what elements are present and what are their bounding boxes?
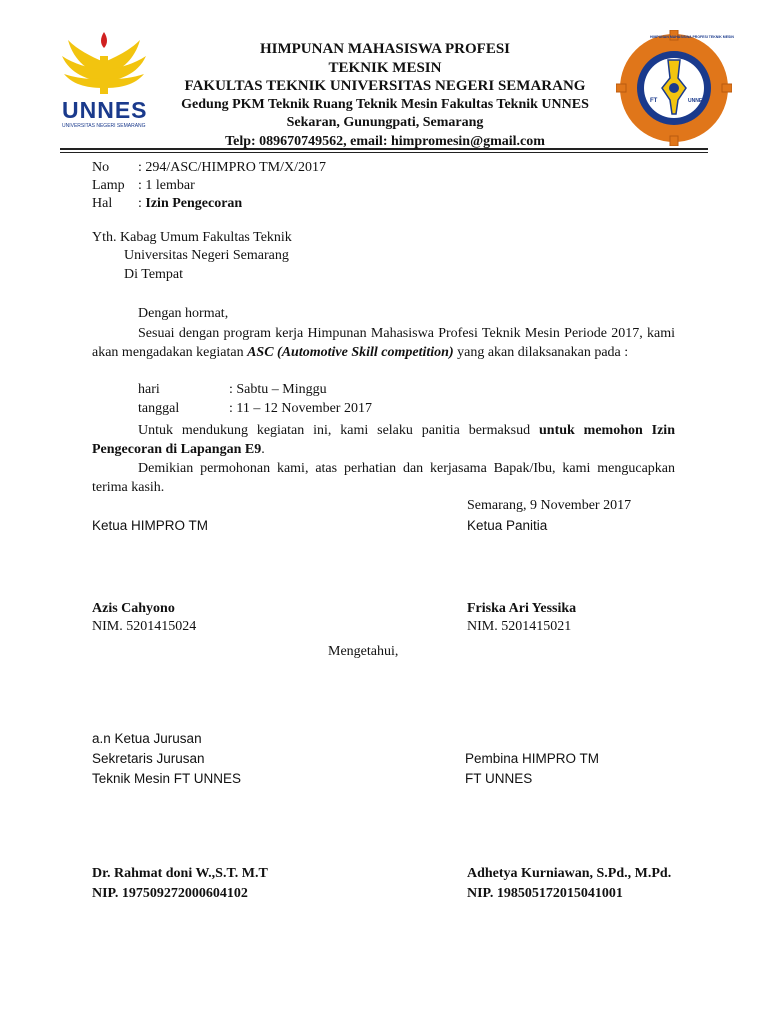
- recipient-line-1: Yth. Kabag Umum Fakultas Teknik: [92, 230, 292, 245]
- tanggal-label: tanggal: [138, 401, 180, 416]
- greeting: Dengan hormat,: [138, 306, 229, 321]
- meta-hal-sep: :: [138, 196, 146, 211]
- header-line-6: Telp: 089670749562, email: himpromesin@gmail.com: [225, 133, 545, 149]
- left-nim: NIM. 5201415024: [92, 619, 197, 634]
- meta-lamp-value: : 1 lembar: [138, 178, 195, 193]
- paragraph-2: [92, 421, 675, 459]
- pemb-line-2: FT UNNES: [465, 771, 533, 786]
- meta-lamp-label: Lamp: [92, 178, 125, 193]
- meta-hal-value: Izin Pengecoran: [145, 196, 243, 211]
- header-line-2: TEKNIK MESIN: [328, 59, 442, 76]
- paragraph-2-text-b: .: [261, 442, 265, 457]
- hari-value: : Sabtu – Minggu: [229, 382, 327, 397]
- meta-no-value: : 294/ASC/HIMPRO TM/X/2017: [138, 160, 326, 175]
- header-line-5: Sekaran, Gunungpati, Semarang: [286, 115, 484, 130]
- paragraph-1: [92, 324, 675, 362]
- meta-hal-line: [138, 196, 242, 212]
- paragraph-1-text-a: Sesuai dengan program kerja Himpunan Mahasiswa Profesi Teknik Mesin Periode 2017, kami akan mengadakan kegiatan: [92, 326, 675, 360]
- meta-no-label: No: [92, 160, 110, 175]
- recipient-line-3: Di Tempat: [124, 267, 184, 282]
- unnes-logo-text: UNNES: [62, 97, 148, 123]
- jur-line-1: a.n Ketua Jurusan: [92, 731, 202, 746]
- himpro-gear-emblem-icon: [616, 30, 732, 146]
- paragraph-3: Demikian permohonan kami, atas perhatian dan kerjasama Bapak/Ibu, kami mengucapkan terima kasih.: [92, 461, 675, 495]
- himpro-inner-left: FT: [650, 98, 658, 104]
- event-name: ASC (Automotive Skill competition): [247, 345, 454, 360]
- recipient-line-2: Universitas Negeri Semarang: [124, 248, 289, 263]
- header-rule-thin: [60, 152, 708, 153]
- letterhead: [150, 40, 620, 151]
- right-title: Ketua Panitia: [467, 518, 548, 533]
- acknowledge: Mengetahui,: [328, 644, 399, 659]
- paragraph-2-text-a: Untuk mendukung kegiatan ini, kami selaku panitia bermaksud: [138, 423, 539, 438]
- header-line-1: HIMPUNAN MAHASISWA PROFESI: [259, 41, 511, 57]
- paragraph-2-bold: untuk memohon Izin Pengecoran di Lapangan E9: [92, 423, 675, 457]
- jur-line-3: Teknik Mesin FT UNNES: [92, 771, 242, 786]
- himpro-logo: [616, 30, 732, 146]
- paragraph-1-text-b: yang akan dilaksanakan pada :: [453, 345, 629, 360]
- tanggal-value: : 11 – 12 November 2017: [229, 401, 372, 416]
- himpro-ring-text: HIMPUNAN MAHASISWA PROFESI TEKNIK MESIN: [650, 35, 734, 39]
- sign-date: Semarang, 9 November 2017: [467, 498, 632, 513]
- himpro-inner-right: UNNES: [688, 98, 706, 104]
- jur-nip: NIP. 197509272000604102: [92, 886, 248, 901]
- left-title: Ketua HIMPRO TM: [92, 518, 209, 533]
- pemb-name: Adhetya Kurniawan, S.Pd., M.Pd.: [467, 866, 672, 881]
- right-nim: NIM. 5201415021: [467, 619, 572, 634]
- header-line-4: Gedung PKM Teknik Ruang Teknik Mesin Fakultas Teknik UNNES: [181, 96, 589, 112]
- pemb-line-1: Pembina HIMPRO TM: [465, 751, 600, 766]
- jur-name: Dr. Rahmat doni W.,S.T. M.T: [92, 866, 268, 881]
- unnes-logo-subtext: UNIVERSITAS NEGERI SEMARANG: [62, 123, 146, 129]
- right-name: Friska Ari Yessika: [467, 601, 577, 616]
- jur-line-2: Sekretaris Jurusan: [92, 751, 205, 766]
- meta-hal-label: Hal: [92, 196, 113, 211]
- header-line-3: FAKULTAS TEKNIK UNIVERSITAS NEGERI SEMARANG: [184, 78, 586, 94]
- header-rule-thick: [60, 148, 708, 150]
- hari-label: hari: [138, 382, 160, 397]
- left-name: Azis Cahyono: [92, 601, 175, 616]
- pemb-nip: NIP. 198505172015041001: [467, 886, 623, 901]
